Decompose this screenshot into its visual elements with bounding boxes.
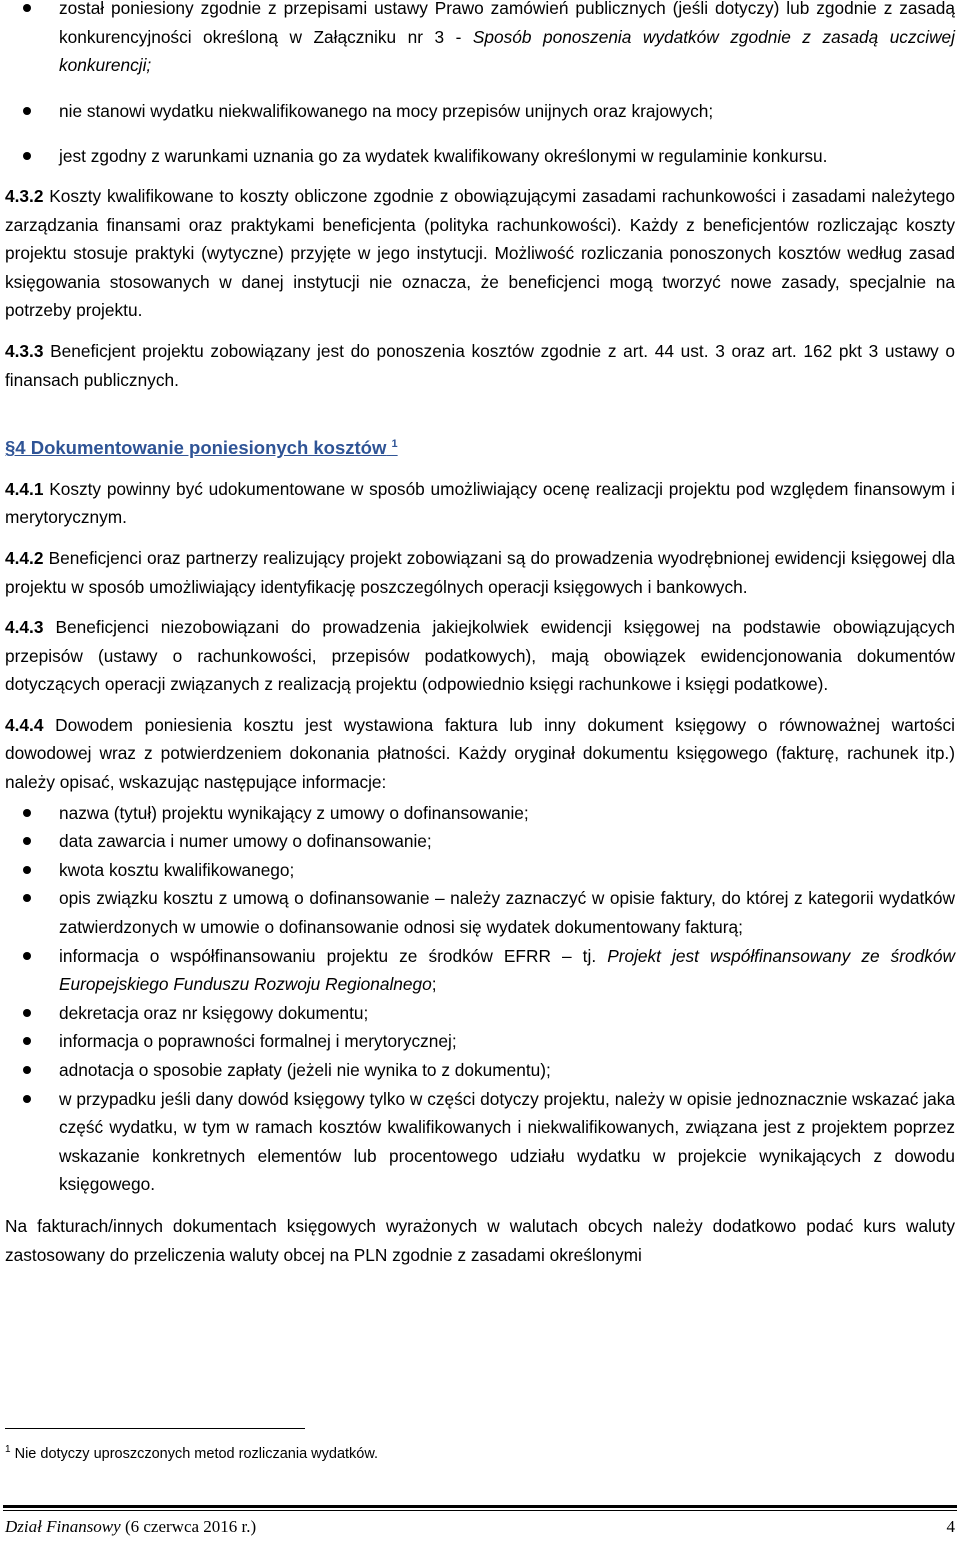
bullet-icon	[23, 1009, 31, 1017]
page-number: 4	[946, 1517, 955, 1536]
bullet-icon	[23, 107, 31, 115]
footer-rule-thin	[3, 1510, 957, 1511]
bullet-icon	[23, 1066, 31, 1074]
paragraph-4-3-3: 4.3.3 Beneficjent projektu zobowiązany jest do ponoszenia kosztów zgodnie z art. 44 ust. 3 oraz art. 162 pkt 3 ustawy o finansach publicznych.	[5, 340, 955, 390]
bullet-icon	[23, 1037, 31, 1045]
list-item: data zawarcia i numer umowy o dofinansowanie;	[5, 827, 955, 856]
bullet-icon	[23, 809, 31, 817]
footnote: $^1$ Nie dotyczy uproszczonych metod rozliczania wydatków.	[5, 1444, 379, 1462]
footer-rule	[3, 1505, 957, 1508]
footnote-separator	[5, 1428, 305, 1429]
bullet-icon	[23, 4, 31, 12]
conditions-list	[5, 0, 955, 171]
list-item: jest zgodny z warunkami uznania go za wydatek kwalifikowany określonymi w regulaminie konkursu.	[5, 142, 955, 171]
paragraph-4-3-2: 4.3.2 Koszty kwalifikowane to koszty obliczone zgodnie z obowiązującymi zasadami rachunkowości i zasadami należytego zarządzania finansami oraz praktykami beneficjenta (polityka rachunkowości). Każdy z beneficjentów rozliczając koszty projektu stosuje praktyki (wytyczne) przyjęte w jego instytucji. Możliwość rozliczania ponoszonych kosztów według zasad księgowania stosowanych w danej instytucji nie oznacza, że beneficjenci mogą tworzyć nowe zasady, specjalnie na potrzeby projektu.	[5, 185, 955, 321]
footer-label: Dział Finansowy (6 czerwca 2016 r.)	[5, 1517, 257, 1536]
list-item: kwota kosztu kwalifikowanego;	[5, 856, 955, 885]
paragraph-4-4-1: 4.4.1 Koszty powinny być udokumentowane w sposób umożliwiający ocenę realizacji projektu pod względem finansowym i merytorycznym.	[5, 478, 955, 528]
list-item: adnotacja o sposobie zapłaty (jeżeli nie wynika to z dokumentu);	[5, 1056, 955, 1085]
list-item: dekretacja oraz nr księgowy dokumentu;	[5, 999, 955, 1028]
section-heading: §4 Dokumentowanie poniesionych kosztów $^1$	[5, 437, 398, 459]
bullet-icon	[23, 1095, 31, 1103]
list-item: został poniesiony zgodnie z przepisami ustawy Prawo zamówień publicznych (jeśli dotyczy) lub zgodnie z zasadą konkurencyjności określoną w Załączniku nr 3 - Sposób ponoszenia wydatków zgodnie z zasadą uczciwej konkurencji;	[5, 0, 955, 80]
bullet-icon	[23, 866, 31, 874]
invoice-description-list	[5, 799, 955, 1199]
paragraph-currency: Na fakturach/innych dokumentach księgowych wyrażonych w walutach obcych należy dodatkowo podać kurs waluty zastosowany do przeliczenia waluty obcej na PLN zgodnie z zasadami określonymi	[5, 1215, 955, 1265]
list-item: w przypadku jeśli dany dowód księgowy tylko w części dotyczy projektu, należy w opisie jednoznacznie wskazać jaka część wydatku, w tym w ramach kosztów kwalifikowanych i niekwalifikowanych, związana jest z projektem poprzez wskazanie konkretnych elementów lub procentowego udziału wydatku w projekcie wynikających z dowodu księgowego.	[5, 1085, 955, 1199]
bullet-icon	[23, 837, 31, 845]
paragraph-4-4-4: 4.4.4 Dowodem poniesienia kosztu jest wystawiona faktura lub inny dokument księgowy o równoważnej wartości dowodowej wraz z potwierdzeniem dokonania płatności. Każdy oryginał dokumentu księgowego (fakturę, rachunek itp.) należy opisać, wskazując następujące informacje:	[5, 714, 955, 793]
list-item: opis związku kosztu z umową o dofinansowanie – należy zaznaczyć w opisie faktury, do której z kategorii wydatków zatwierdzonych w umowie o dofinansowanie odnosi się wydatek dokumentowany fakturą;	[5, 884, 955, 941]
list-item: informacja o współfinansowaniu projektu ze środków EFRR – tj. Projekt jest współfinansowany ze środków Europejskiego Funduszu Rozwoju Regionalnego;	[5, 942, 955, 999]
bullet-icon	[23, 952, 31, 960]
bullet-icon	[23, 152, 31, 160]
page-footer	[5, 1516, 955, 1538]
paragraph-4-4-2: 4.4.2 Beneficjenci oraz partnerzy realizujący projekt zobowiązani są do prowadzenia wyodrębnionej ewidencji księgowej dla projektu w sposób umożliwiający identyfikację poszczególnych operacji księgowych i bankowych.	[5, 547, 955, 597]
list-item: nazwa (tytuł) projektu wynikający z umowy o dofinansowanie;	[5, 799, 955, 828]
list-item: nie stanowi wydatku niekwalifikowanego na mocy przepisów unijnych oraz krajowych;	[5, 97, 955, 126]
list-item: informacja o poprawności formalnej i merytorycznej;	[5, 1027, 955, 1056]
paragraph-4-4-3: 4.4.3 Beneficjenci niezobowiązani do prowadzenia jakiejkolwiek ewidencji księgowej na podstawie obowiązujących przepisów (ustawy o rachunkowości, przepisów podatkowych), mają obowiązek ewidencjonowania dokumentów dotyczących operacji związanych z realizacją projektu (odpowiednio księgi rachunkowe i księgi podatkowe).	[5, 617, 955, 695]
document-page	[5, 0, 955, 1269]
bullet-icon	[23, 894, 31, 902]
